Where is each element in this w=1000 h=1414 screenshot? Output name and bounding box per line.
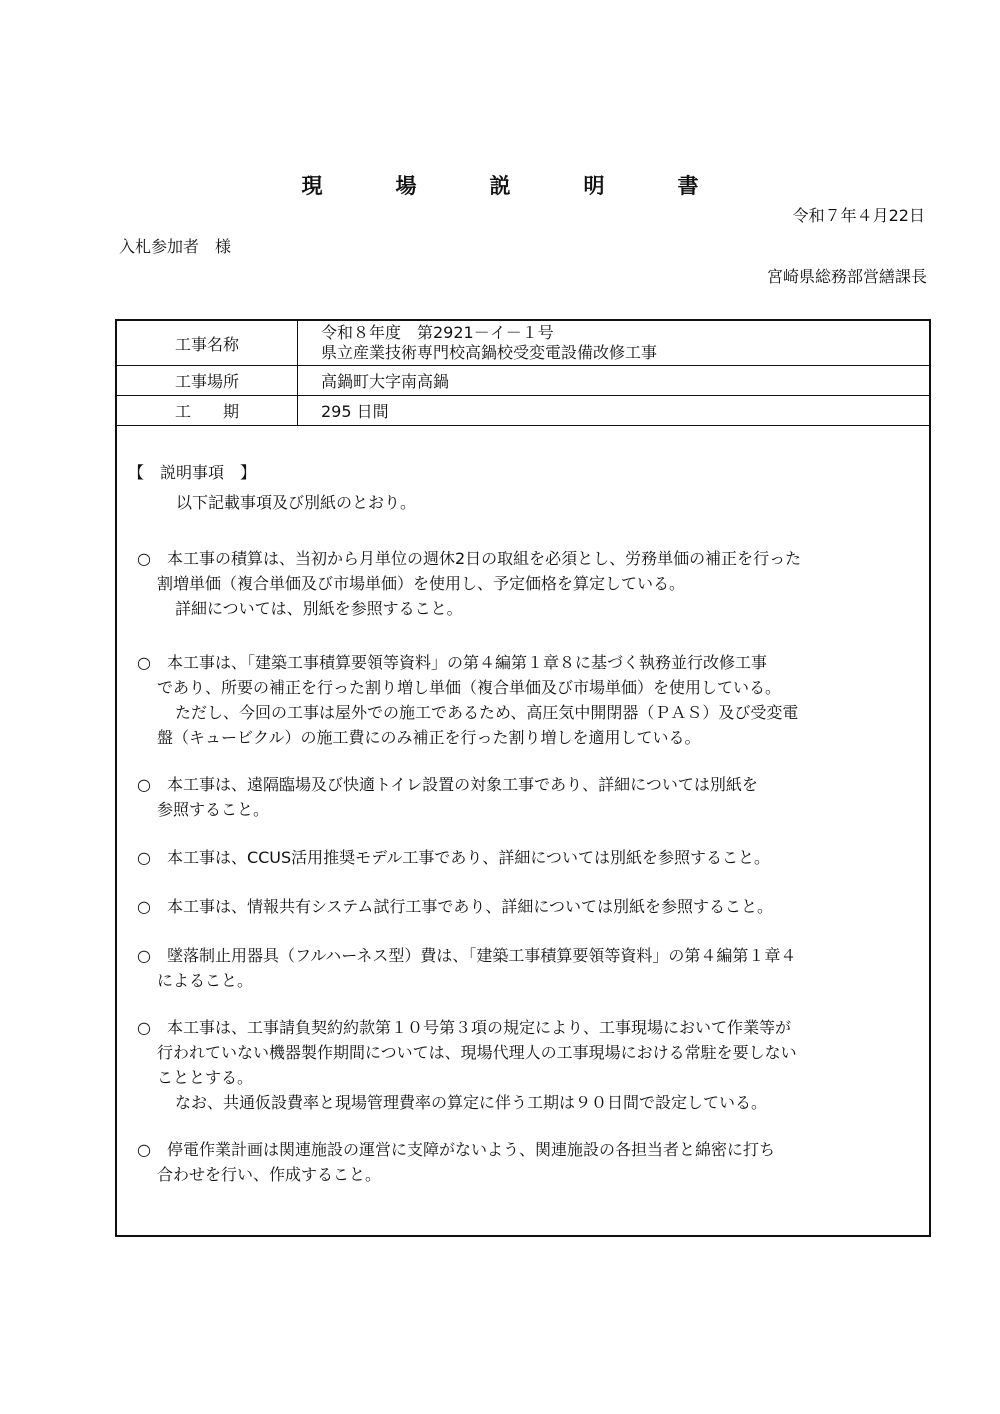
page-title: 現 場 説 明 書	[301, 174, 725, 198]
issuer: 宮崎県総務部営繕課長	[766, 267, 927, 286]
item-text: ○ 本工事は、遠隔臨場及び快適トイレ設置の対象工事であり、詳細については別紙を	[137, 775, 758, 794]
list-item	[137, 1015, 927, 1115]
list-item	[137, 845, 927, 870]
project-place-label: 工事場所	[117, 366, 298, 396]
item-text: ただし、今回の工事は屋外での施工であるため、高圧気中開閉器（ＰＡＳ）及び受変電	[175, 703, 799, 722]
project-title: 県立産業技術専門校高鍋校受変電設備改修工事	[321, 343, 658, 362]
project-name-label: 工事名称	[117, 321, 298, 366]
project-place-row	[117, 366, 929, 396]
project-period-row	[117, 396, 929, 426]
item-text: 合わせを行い、作成すること。	[157, 1165, 382, 1184]
item-text: ○ 本工事は、工事請負契約約款第１０号第３項の規定により、工事現場において作業等が	[137, 1018, 791, 1037]
list-item	[137, 943, 927, 993]
item-text: 盤（キュービクル）の施工費にのみ補正を行った割り増しを適用している。	[157, 728, 701, 747]
item-text: ○ 墜落制止用器具（フルハーネス型）費は、「建築工事積算要領等資料」の第４編第１章４	[137, 946, 797, 965]
project-period-value: 295 日間	[298, 396, 930, 426]
project-period-label: 工 期	[117, 396, 298, 426]
item-text: なお、共通仮設費率と現場管理費率の算定に伴う工期は９０日間で設定している。	[175, 1093, 768, 1112]
list-item	[137, 894, 927, 919]
item-text: ○ 停電作業計画は関連施設の運営に支障がないよう、関連施設の各担当者と綿密に打ち	[137, 1140, 775, 1159]
item-text: 行われていない機器製作期間については、現場代理人の工事現場における常駐を要しない	[157, 1043, 797, 1062]
intro-text: 以下記載事項及び別紙のとおり。	[176, 493, 417, 512]
item-text: ○ 本工事は、情報共有システム試行工事であり、詳細については別紙を参照すること。	[137, 897, 774, 916]
project-place-value: 高鍋町大字南高鍋	[298, 366, 930, 396]
project-info-table	[117, 321, 929, 426]
project-name-value	[298, 321, 930, 366]
project-name-row	[117, 321, 929, 366]
project-number: 令和８年度 第2921－イ－１号	[321, 323, 554, 342]
item-text: ○ 本工事は、CCUS活用推奨モデル工事であり、詳細については別紙を参照すること。	[137, 848, 771, 867]
item-text: ○ 本工事は、「建築工事積算要領等資料」の第４編第１章８に基づく執務並行改修工事	[137, 653, 767, 672]
item-text: 詳細については、別紙を参照すること。	[175, 599, 463, 618]
item-text: こととする。	[157, 1068, 254, 1087]
list-item	[137, 650, 927, 750]
item-text: であり、所要の補正を行った割り増し単価（複合単価及び市場単価）を使用している。	[157, 678, 782, 697]
item-text: によること。	[157, 971, 254, 990]
addressee: 入札参加者 様	[119, 237, 232, 256]
issue-date: 令和７年４月22日	[792, 206, 925, 225]
list-item	[137, 1137, 927, 1187]
item-text: ○ 本工事の積算は、当初から月単位の週休2日の取組を必須とし、労務単価の補正を行った	[137, 549, 802, 568]
item-text: 割増単価（複合単価及び市場単価）を使用し、予定価格を算定している。	[157, 574, 686, 593]
list-item	[137, 772, 927, 822]
list-item	[137, 546, 927, 621]
item-text: 参照すること。	[157, 800, 270, 819]
section-heading: 【 説明事項 】	[128, 463, 257, 482]
